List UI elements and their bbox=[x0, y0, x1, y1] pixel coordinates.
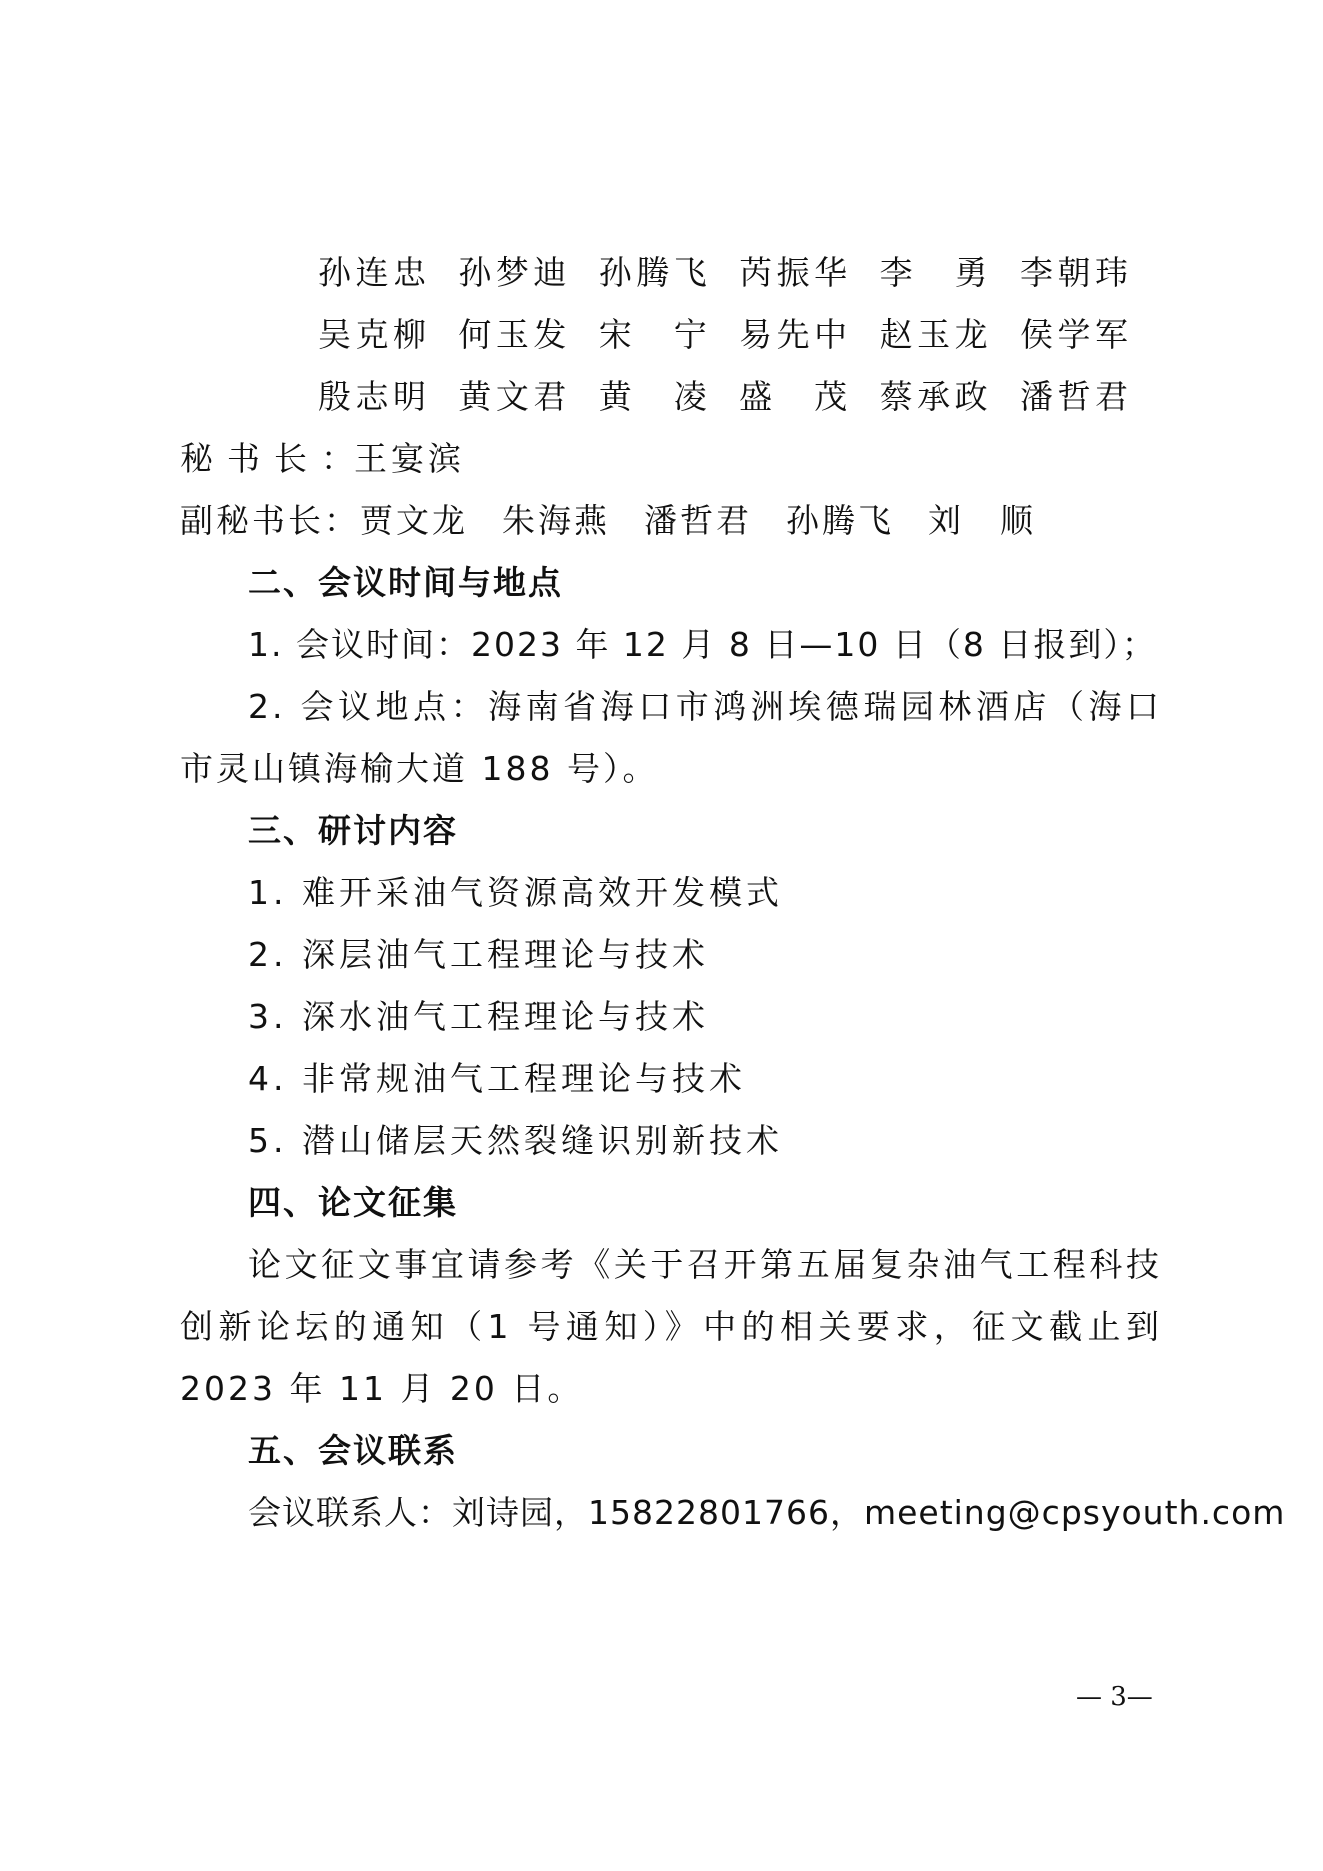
committee-member: 李朝玮 bbox=[1019, 253, 1128, 292]
section-5-heading: 五、会议联系 bbox=[248, 1431, 458, 1470]
topic-item: 3. 深水油气工程理论与技术 bbox=[248, 997, 709, 1036]
committee-member: 李 勇 bbox=[879, 253, 988, 292]
deputy-secretary-name: 潘哲君 bbox=[644, 501, 752, 540]
section-4-heading: 四、论文征集 bbox=[248, 1183, 458, 1222]
committee-member: 孙腾飞 bbox=[598, 253, 707, 292]
committee-member: 易先中 bbox=[739, 315, 848, 354]
deputy-secretary-name: 贾文龙 bbox=[360, 501, 468, 540]
committee-member: 殷志明 bbox=[318, 377, 426, 416]
committee-member: 宋 宁 bbox=[598, 315, 707, 354]
committee-member: 芮振华 bbox=[739, 253, 848, 292]
deputy-secretary-name: 朱海燕 bbox=[502, 501, 610, 540]
deputy-secretaries-line bbox=[180, 496, 1036, 546]
committee-member: 何玉发 bbox=[458, 315, 567, 354]
committee-member: 潘哲君 bbox=[1019, 377, 1128, 416]
deputy-secretaries-label: 副秘书长： bbox=[180, 501, 360, 540]
secretary-general-name: 王宴滨 bbox=[354, 439, 465, 478]
meeting-location: 2. 会议地点：海南省海口市鸿洲埃德瑞园林酒店（海口市灵山镇海榆大道 188 号）。 bbox=[180, 687, 1162, 788]
topic-item: 4. 非常规油气工程理论与技术 bbox=[248, 1059, 746, 1098]
committee-row-2 bbox=[318, 310, 1128, 360]
meeting-time: 1. 会议时间：2023 年 12 月 8 日—10 日（8 日报到）； bbox=[248, 625, 1157, 664]
topic-item: 1. 难开采油气资源高效开发模式 bbox=[248, 873, 783, 912]
section-3-heading: 三、研讨内容 bbox=[248, 811, 458, 850]
committee-member: 孙连忠 bbox=[318, 253, 426, 292]
topic-item: 2. 深层油气工程理论与技术 bbox=[248, 935, 709, 974]
committee-member: 孙梦迪 bbox=[458, 253, 567, 292]
committee-member: 赵玉龙 bbox=[879, 315, 988, 354]
committee-member: 吴克柳 bbox=[318, 315, 426, 354]
deputy-secretary-name: 刘 顺 bbox=[928, 501, 1036, 540]
secretary-general-label: 秘书长： bbox=[180, 439, 354, 478]
secretary-general-line bbox=[180, 434, 465, 484]
paper-call-body: 论文征文事宜请参考《关于召开第五届复杂油气工程科技创新论坛的通知（1 号通知）》中的相关要求，征文截止到 2023 年 11 月 20 日。 bbox=[180, 1245, 1162, 1408]
committee-member: 盛 茂 bbox=[739, 377, 848, 416]
topic-item: 5. 潜山储层天然裂缝识别新技术 bbox=[248, 1121, 783, 1160]
deputy-secretary-name: 孙腾飞 bbox=[786, 501, 894, 540]
committee-row-1 bbox=[318, 248, 1128, 298]
committee-member: 蔡承政 bbox=[879, 377, 988, 416]
committee-row-3 bbox=[318, 372, 1128, 422]
page-number: — 3— bbox=[1076, 1682, 1153, 1712]
committee-member: 黄 凌 bbox=[598, 377, 707, 416]
contact-line: 会议联系人：刘诗园，15822801766，meeting@cpsyouth.com bbox=[248, 1493, 1286, 1532]
section-2-heading: 二、会议时间与地点 bbox=[248, 563, 563, 602]
committee-member: 黄文君 bbox=[458, 377, 567, 416]
committee-member: 侯学军 bbox=[1019, 315, 1128, 354]
